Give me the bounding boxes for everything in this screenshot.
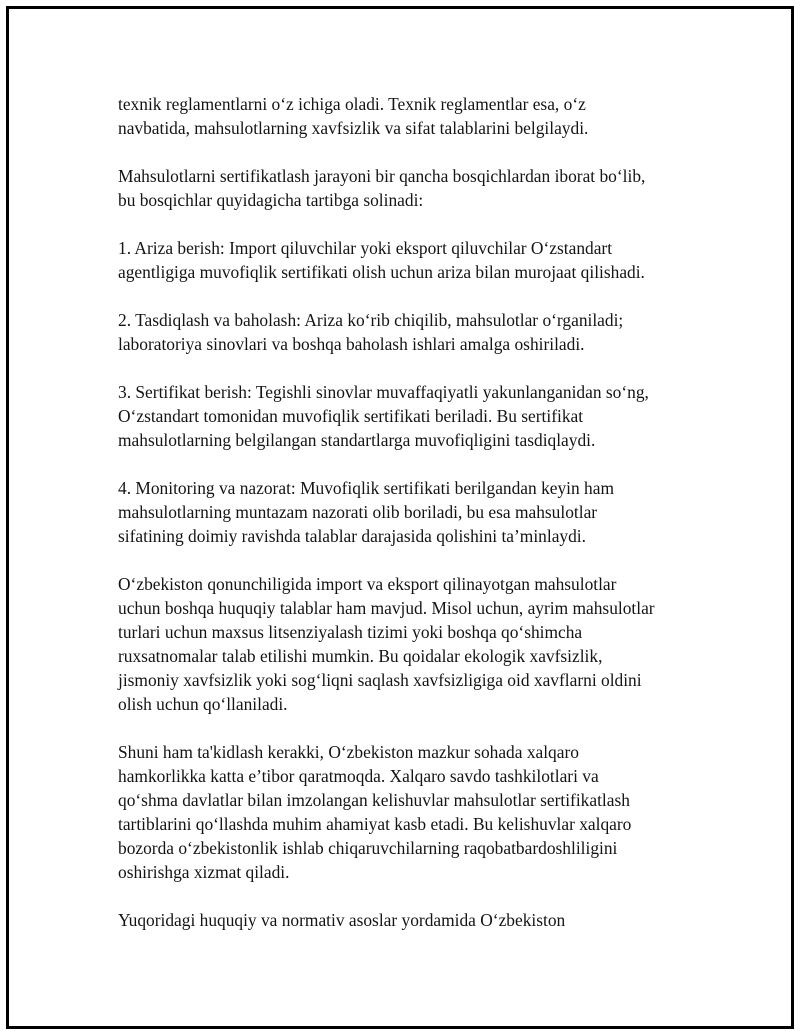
text-line: navbatida, mahsulotlarning xavfsizlik va sifat talablarini belgilaydi. bbox=[118, 118, 589, 138]
text-line: Shuni ham ta'kidlash kerakki, O‘zbekiston mazkur sohada xalqaro bbox=[118, 742, 579, 762]
text-line: mahsulotlarning belgilangan standartlarga muvofiqligini tasdiqlaydi. bbox=[118, 430, 596, 450]
paragraph-step-1 bbox=[118, 236, 708, 284]
paragraph-certification-intro bbox=[118, 164, 708, 212]
text-line: hamkorlikka katta e’tibor qaratmoqda. Xalqaro savdo tashkilotlari va bbox=[118, 766, 599, 786]
paragraph-legal-requirements bbox=[118, 572, 708, 716]
text-line: laboratoriya sinovlari va boshqa baholash ishlari amalga oshiriladi. bbox=[118, 334, 585, 354]
paragraph-conclusion bbox=[118, 908, 708, 932]
text-line: O‘zstandart tomonidan muvofiqlik sertifikati beriladi. Bu sertifikat bbox=[118, 406, 584, 426]
text-line: oshirishga xizmat qiladi. bbox=[118, 862, 290, 882]
text-line: texnik reglamentlarni o‘z ichiga oladi. Texnik reglamentlar esa, o‘z bbox=[118, 94, 586, 114]
paragraph-step-3 bbox=[118, 380, 708, 452]
paragraph-international-cooperation bbox=[118, 740, 708, 884]
text-line: tartiblarini qo‘llashda muhim ahamiyat kasb etadi. Bu kelishuvlar xalqaro bbox=[118, 814, 632, 834]
text-line: Yuqoridagi huquqiy va normativ asoslar yordamida O‘zbekiston bbox=[118, 910, 566, 930]
paragraph-step-2 bbox=[118, 308, 708, 356]
text-line: 3. Sertifikat berish: Tegishli sinovlar muvaffaqiyatli yakunlanganidan so‘ng, bbox=[118, 382, 649, 402]
paragraph-step-4 bbox=[118, 476, 708, 548]
document-body bbox=[118, 92, 708, 956]
text-line: 4. Monitoring va nazorat: Muvofiqlik sertifikati berilgandan keyin ham bbox=[118, 478, 614, 498]
text-line: bu bosqichlar quyidagicha tartibga solinadi: bbox=[118, 190, 424, 210]
text-line: olish uchun qo‘llaniladi. bbox=[118, 694, 288, 714]
text-line: uchun boshqa huquqiy talablar ham mavjud. Misol uchun, ayrim mahsulotlar bbox=[118, 598, 655, 618]
text-line: turlari uchun maxsus litsenziyalash tizimi yoki boshqa qo‘shimcha bbox=[118, 622, 583, 642]
text-line: ruxsatnomalar talab etilishi mumkin. Bu qoidalar ekologik xavfsizlik, bbox=[118, 646, 603, 666]
text-line: 2. Tasdiqlash va baholash: Ariza ko‘rib chiqilib, mahsulotlar o‘rganiladi; bbox=[118, 310, 624, 330]
text-line: jismoniy xavfsizlik yoki sog‘liqni saqlash xavfsizligiga oid xavflarni oldini bbox=[118, 670, 642, 690]
paragraph-regulations bbox=[118, 92, 708, 140]
text-line: 1. Ariza berish: Import qiluvchilar yoki eksport qiluvchilar O‘zstandart bbox=[118, 238, 613, 258]
text-line: O‘zbekiston qonunchiligida import va eksport qilinayotgan mahsulotlar bbox=[118, 574, 617, 594]
text-line: qo‘shma davlatlar bilan imzolangan kelishuvlar mahsulotlar sertifikatlash bbox=[118, 790, 630, 810]
text-line: agentligiga muvofiqlik sertifikati olish uchun ariza bilan murojaat qilishadi. bbox=[118, 262, 645, 282]
text-line: mahsulotlarning muntazam nazorati olib boriladi, bu esa mahsulotlar bbox=[118, 502, 598, 522]
text-line: sifatining doimiy ravishda talablar darajasida qolishini ta’minlaydi. bbox=[118, 526, 586, 546]
text-line: bozorda o‘zbekistonlik ishlab chiqaruvchilarning raqobatbardoshliligini bbox=[118, 838, 618, 858]
text-line: Mahsulotlarni sertifikatlash jarayoni bir qancha bosqichlardan iborat bo‘lib, bbox=[118, 166, 646, 186]
